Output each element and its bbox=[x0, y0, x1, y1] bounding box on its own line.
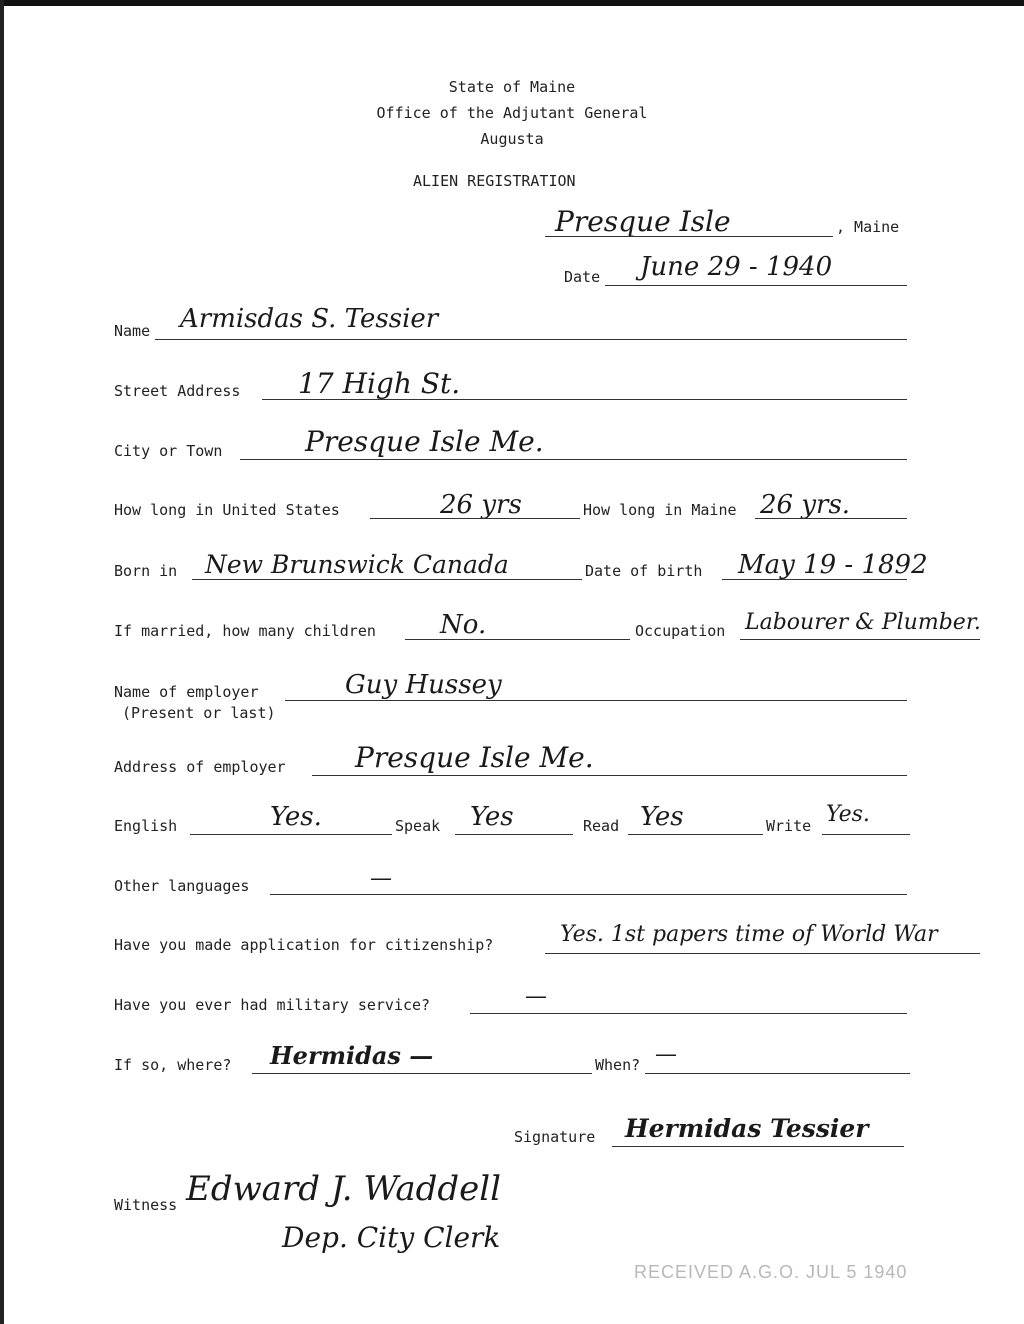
born-in-label: Born in bbox=[114, 562, 178, 580]
speak-label: Speak bbox=[395, 817, 441, 835]
date-line bbox=[605, 285, 907, 286]
header-city: Augusta bbox=[480, 130, 544, 148]
witness-value: Edward J. Waddell bbox=[186, 1169, 502, 1209]
name-line bbox=[155, 339, 907, 340]
how-long-maine-line bbox=[755, 518, 907, 519]
occupation-line bbox=[740, 639, 980, 640]
children-value: No. bbox=[440, 610, 487, 640]
header-state: State of Maine bbox=[448, 78, 576, 96]
employer-address-line bbox=[312, 775, 907, 776]
other-languages-label: Other languages bbox=[114, 877, 250, 895]
when-line bbox=[645, 1073, 910, 1074]
how-long-maine-label: How long in Maine bbox=[583, 501, 737, 519]
military-line bbox=[470, 1013, 907, 1014]
read-value: Yes bbox=[640, 802, 684, 832]
signature-line bbox=[612, 1146, 904, 1147]
witness-title: Dep. City Clerk bbox=[282, 1221, 501, 1254]
military-value: — bbox=[525, 984, 547, 1009]
born-in-value: New Brunswick Canada bbox=[205, 550, 509, 579]
signature-value: Hermidas Tessier bbox=[625, 1114, 869, 1143]
children-label: If married, how many children bbox=[114, 622, 376, 640]
citizenship-line bbox=[545, 953, 980, 954]
how-long-us-label: How long in United States bbox=[114, 501, 340, 519]
place-suffix: , Maine bbox=[836, 218, 900, 236]
english-label: English bbox=[114, 817, 178, 835]
dob-line bbox=[722, 579, 907, 580]
city-value: Presque Isle Me. bbox=[305, 425, 544, 458]
employer-label: Name of employer bbox=[114, 683, 259, 701]
street-line bbox=[262, 399, 907, 400]
english-line bbox=[190, 834, 392, 835]
name-value: Armisdas S. Tessier bbox=[180, 304, 439, 334]
how-long-us-line bbox=[370, 518, 580, 519]
city-label: City or Town bbox=[114, 442, 223, 460]
when-value: — bbox=[655, 1042, 677, 1067]
born-in-line bbox=[192, 579, 582, 580]
employer-sublabel: (Present or last) bbox=[122, 704, 276, 722]
speak-value: Yes bbox=[470, 802, 514, 832]
where-value: Hermidas — bbox=[270, 1041, 434, 1070]
occupation-label: Occupation bbox=[635, 622, 726, 640]
how-long-maine-value: 26 yrs. bbox=[760, 490, 851, 520]
other-languages-value: — bbox=[370, 866, 392, 891]
date-value: June 29 - 1940 bbox=[640, 252, 833, 282]
when-label: When? bbox=[595, 1056, 641, 1074]
read-label: Read bbox=[583, 817, 620, 835]
street-value: 17 High St. bbox=[298, 367, 461, 400]
scan-border-left bbox=[0, 0, 4, 1324]
header-office: Office of the Adjutant General bbox=[376, 104, 648, 122]
occupation-value: Labourer & Plumber. bbox=[745, 610, 981, 635]
citizenship-value: Yes. 1st papers time of World War bbox=[560, 922, 938, 947]
citizenship-label: Have you made application for citizenship? bbox=[114, 936, 494, 954]
write-value: Yes. bbox=[826, 802, 870, 827]
employer-address-value: Presque Isle Me. bbox=[355, 741, 594, 774]
date-label: Date bbox=[564, 268, 601, 286]
dob-label: Date of birth bbox=[585, 562, 703, 580]
english-value: Yes. bbox=[270, 802, 322, 832]
dob-value: May 19 - 1892 bbox=[738, 550, 928, 580]
where-line bbox=[252, 1073, 592, 1074]
other-languages-line bbox=[270, 894, 907, 895]
witness-label: Witness bbox=[114, 1196, 178, 1214]
speak-line bbox=[455, 834, 573, 835]
military-label: Have you ever had military service? bbox=[114, 996, 431, 1014]
write-label: Write bbox=[766, 817, 812, 835]
employer-line bbox=[285, 700, 907, 701]
place-line bbox=[545, 236, 833, 237]
signature-label: Signature bbox=[514, 1128, 596, 1146]
write-line bbox=[822, 834, 910, 835]
employer-value: Guy Hussey bbox=[345, 670, 502, 700]
name-label: Name bbox=[114, 322, 151, 340]
form-title: ALIEN REGISTRATION bbox=[413, 172, 576, 190]
place-value: Presque Isle bbox=[555, 205, 731, 238]
where-label: If so, where? bbox=[114, 1056, 232, 1074]
how-long-us-value: 26 yrs bbox=[440, 490, 522, 520]
received-stamp: RECEIVED A.G.O. JUL 5 1940 bbox=[634, 1262, 908, 1282]
read-line bbox=[628, 834, 763, 835]
street-label: Street Address bbox=[114, 382, 241, 400]
scan-border-top bbox=[0, 0, 1024, 6]
city-line bbox=[240, 459, 907, 460]
children-line bbox=[405, 639, 630, 640]
employer-address-label: Address of employer bbox=[114, 758, 286, 776]
